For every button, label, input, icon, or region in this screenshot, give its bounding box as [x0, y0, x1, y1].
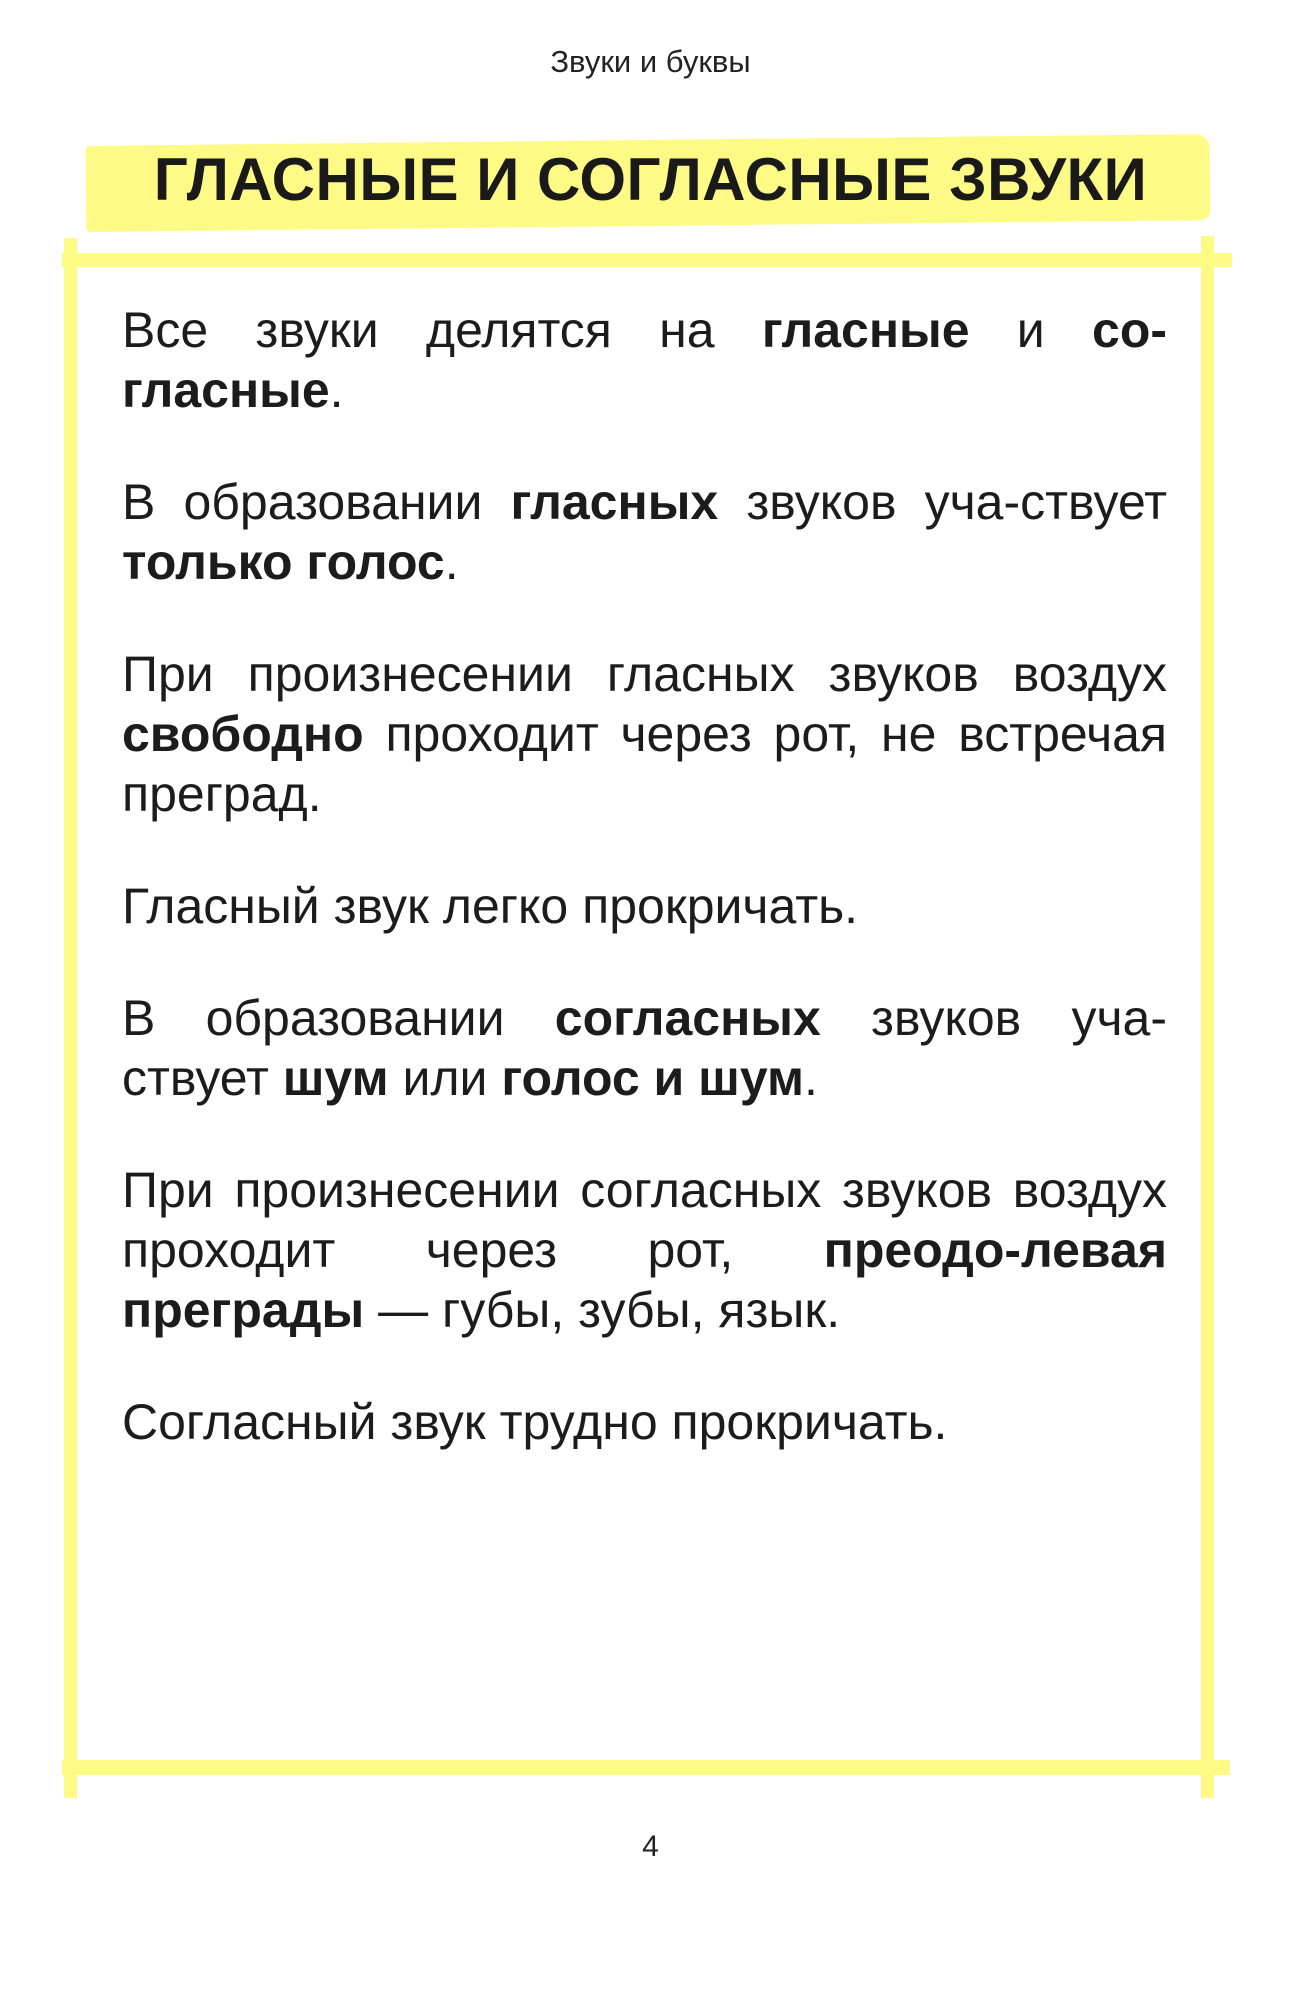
- bold-term: шум: [282, 1050, 389, 1106]
- paragraph-3: [122, 644, 1167, 824]
- frame-top-line: [62, 253, 1232, 267]
- paragraph-2: [122, 472, 1167, 592]
- paragraph-4: [122, 876, 1167, 936]
- bold-term: преодо-левая преграды: [122, 1222, 1167, 1338]
- text-span: .: [803, 1050, 818, 1106]
- page-title: ГЛАСНЫЕ И СОГЛАСНЫЕ ЗВУКИ: [153, 146, 1148, 213]
- paragraph-7: [122, 1392, 1167, 1452]
- bold-term: только голос: [122, 534, 445, 590]
- bold-term: голос и шум: [501, 1050, 804, 1106]
- text-span: При произнесении гласных звуков воздух: [122, 646, 1167, 702]
- bold-term: гласные: [761, 302, 970, 358]
- text-span: и: [969, 302, 1093, 358]
- text-span: звуков уча-ствует: [122, 990, 1167, 1106]
- text-span: Гласный звук легко прокричать.: [122, 878, 859, 934]
- text-box: [122, 300, 1167, 1504]
- text-span: проходит через рот, не встречая преград.: [122, 706, 1167, 822]
- frame-right-line: [1201, 236, 1214, 1798]
- bold-term: согласных: [554, 990, 821, 1046]
- text-span: При произнесении согласных звуков воздух проходит через рот,: [122, 1162, 1167, 1278]
- text-span: .: [444, 534, 459, 590]
- bold-term: свободно: [122, 706, 364, 762]
- text-span: — губы, зубы, язык.: [364, 1282, 841, 1338]
- text-span: Все звуки делятся на: [122, 302, 762, 358]
- text-span: или: [388, 1050, 502, 1106]
- page-number: 4: [642, 1830, 659, 1863]
- paragraph-5: [122, 988, 1167, 1108]
- bold-term: со-гласные: [122, 302, 1168, 418]
- text-span: звуков уча-ствует: [718, 474, 1167, 530]
- running-header: Звуки и буквы: [550, 44, 751, 79]
- text-span: .: [329, 362, 344, 418]
- frame-left-line: [64, 238, 77, 1798]
- paragraph-1: [122, 300, 1167, 420]
- paragraph-6: [122, 1160, 1167, 1340]
- text-span: В образовании: [122, 474, 511, 530]
- frame-bottom-line: [62, 1760, 1230, 1775]
- bold-term: гласных: [510, 474, 719, 530]
- text-span: В образовании: [122, 990, 555, 1046]
- text-span: Согласный звук трудно прокричать.: [122, 1394, 948, 1450]
